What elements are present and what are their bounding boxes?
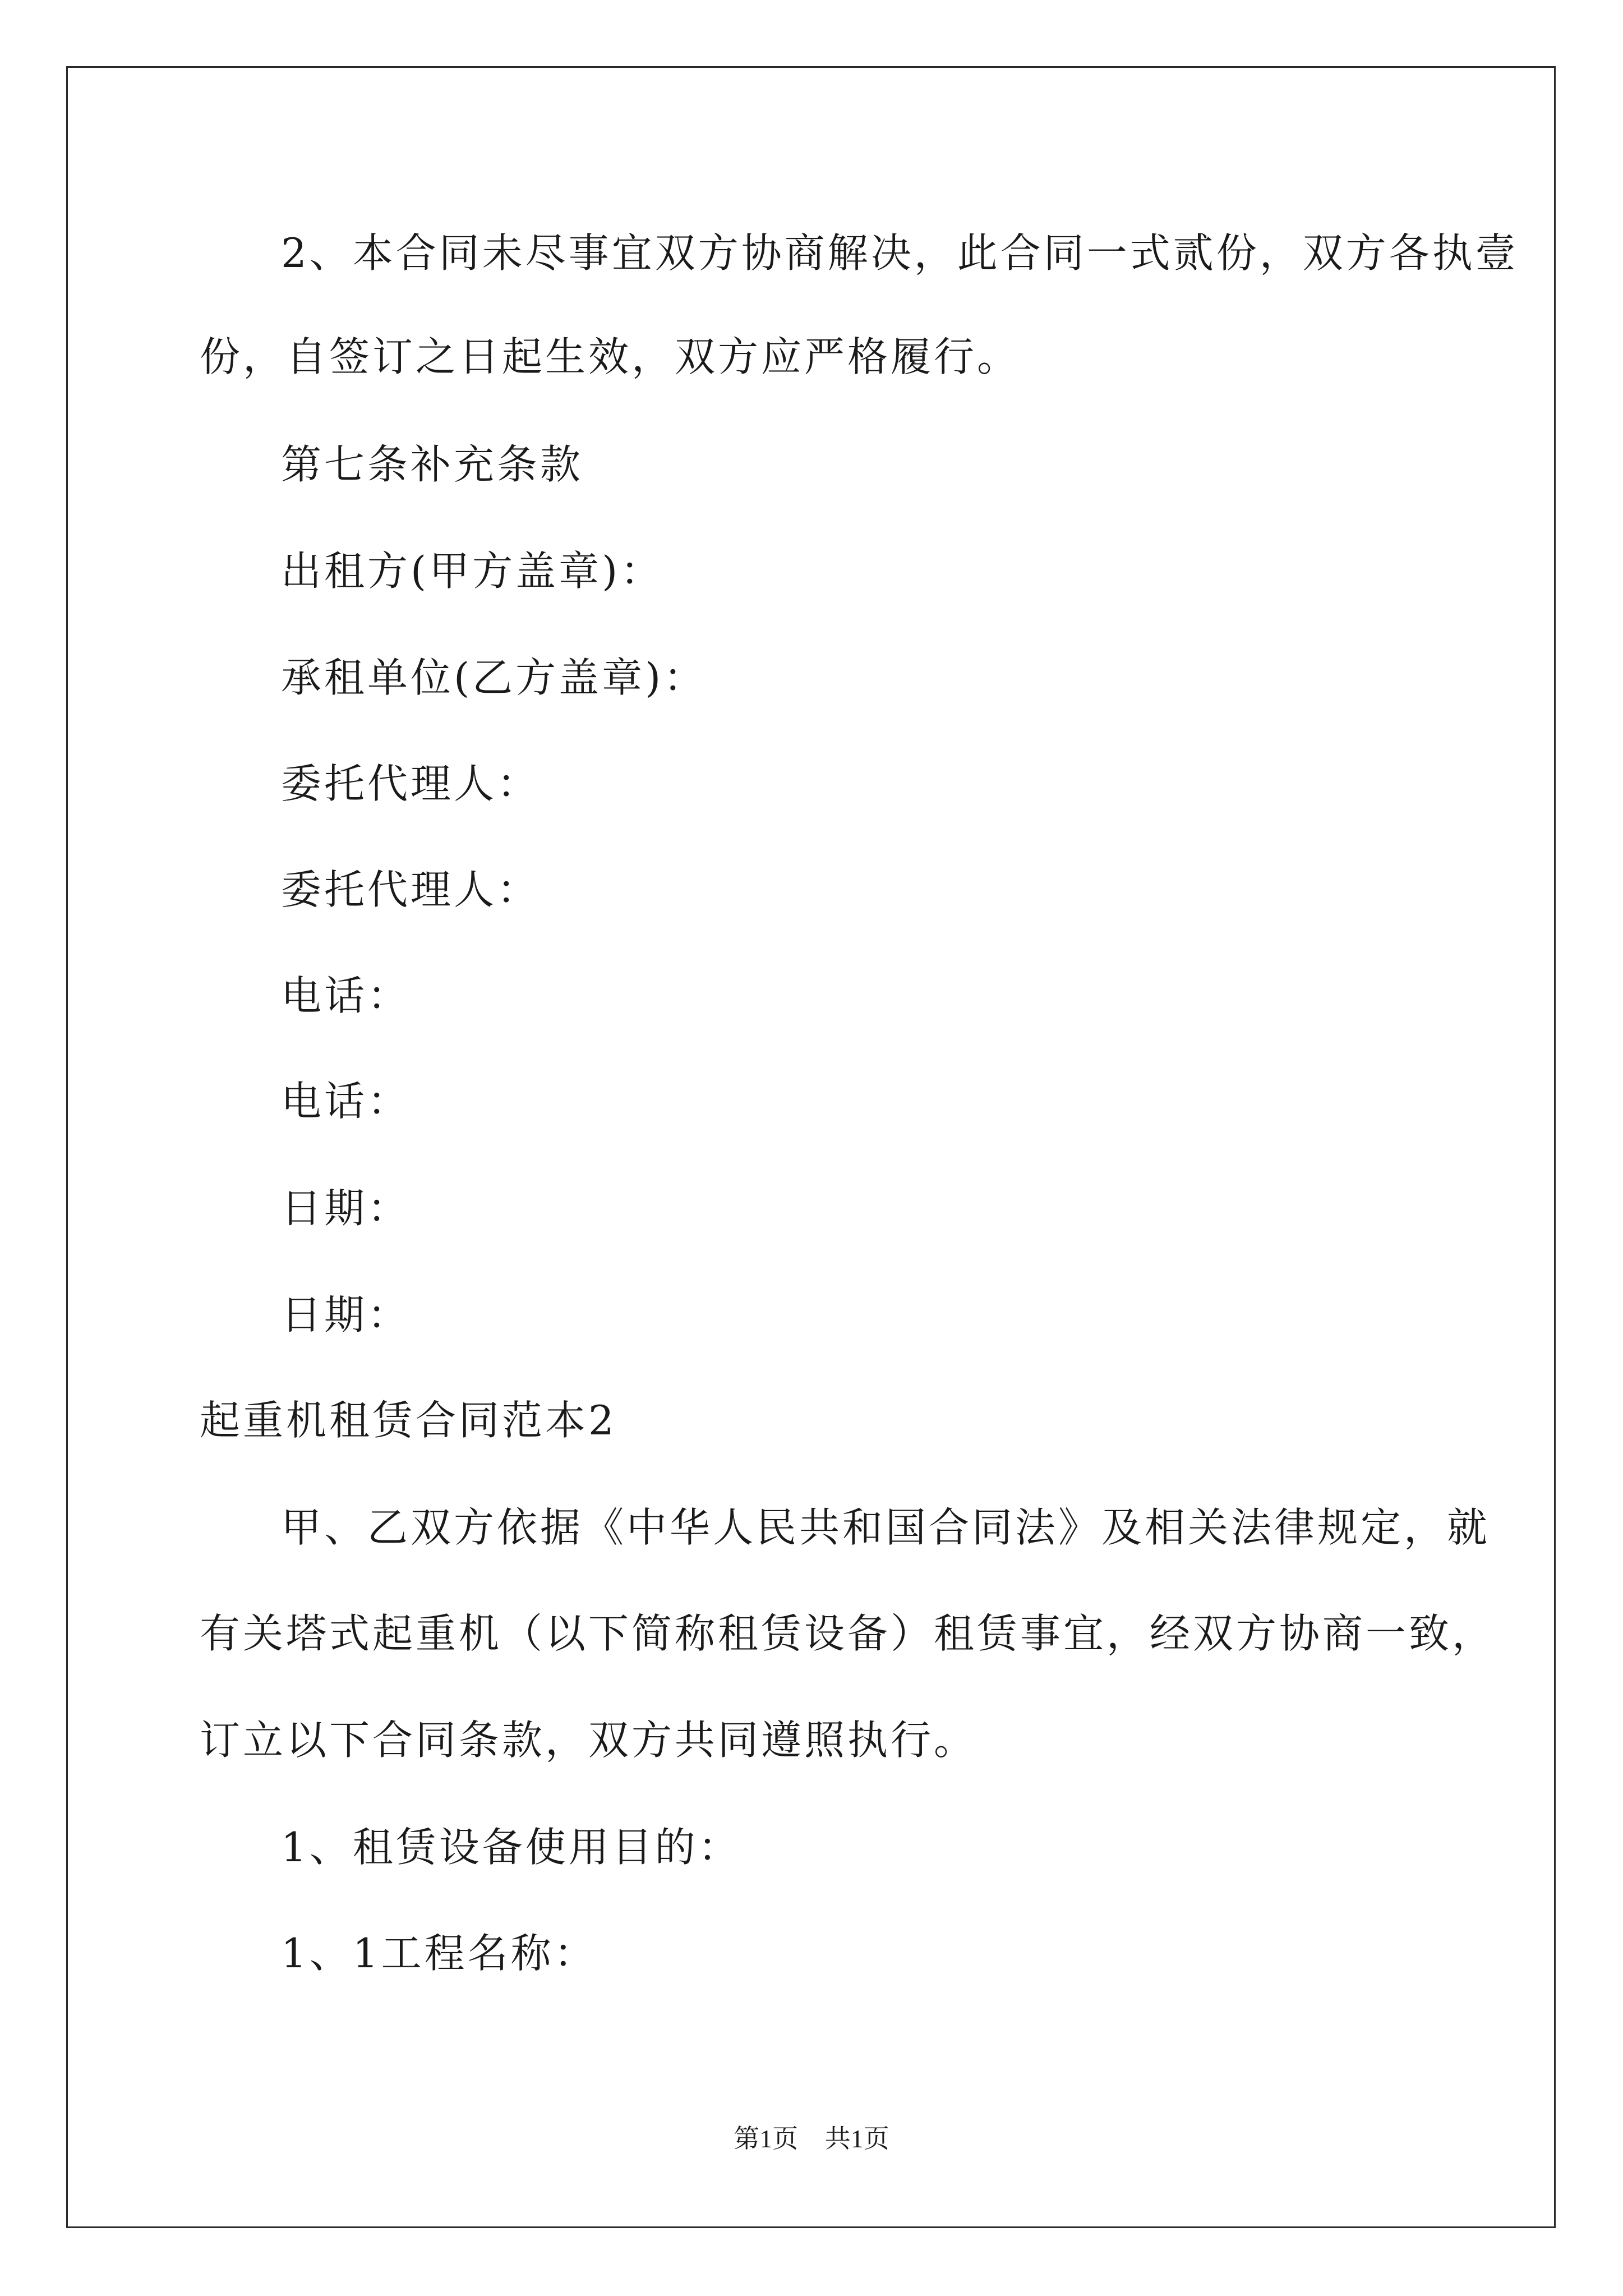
page-footer — [0, 2122, 1623, 2156]
clause-1-heading: 1、租赁设备使用目的： — [281, 1824, 741, 1871]
signature-agent-b: 委托代理人： — [281, 866, 541, 913]
page-number-current: 第1页 — [734, 2124, 799, 2153]
section-heading-article-7: 第七条补充条款 — [281, 441, 584, 488]
phone-b: 电话： — [281, 1078, 411, 1125]
signature-agent-a: 委托代理人： — [281, 760, 541, 807]
date-a: 日期： — [281, 1185, 411, 1232]
paragraph-intro-line-2: 有关塔式起重机（以下简称租赁设备）租赁事宜，经双方协商一致， — [200, 1610, 1496, 1657]
page-border — [66, 66, 1556, 2228]
date-b: 日期： — [281, 1291, 411, 1338]
paragraph-intro-line-1: 甲、乙双方依据《中华人民共和国合同法》及相关法律规定，就 — [281, 1504, 1491, 1551]
signature-lessee: 承租单位(乙方盖章)： — [281, 654, 707, 701]
signature-lessor: 出租方(甲方盖章)： — [281, 547, 664, 595]
document-title-2: 起重机租赁合同范本2 — [200, 1397, 617, 1444]
page-number-total: 共1页 — [824, 2124, 889, 2153]
paragraph-clause-2-line-1: 2、本合同未尽事宜双方协商解决，此合同一式贰份，双方各执壹 — [281, 229, 1519, 277]
paragraph-intro-line-3: 订立以下合同条款，双方共同遵照执行。 — [200, 1717, 978, 1764]
paragraph-clause-2-line-2: 份，自签订之日起生效，双方应严格履行。 — [200, 333, 1021, 380]
phone-a: 电话： — [281, 972, 411, 1019]
clause-1-1-project-name: 1、1工程名称： — [281, 1930, 597, 1977]
